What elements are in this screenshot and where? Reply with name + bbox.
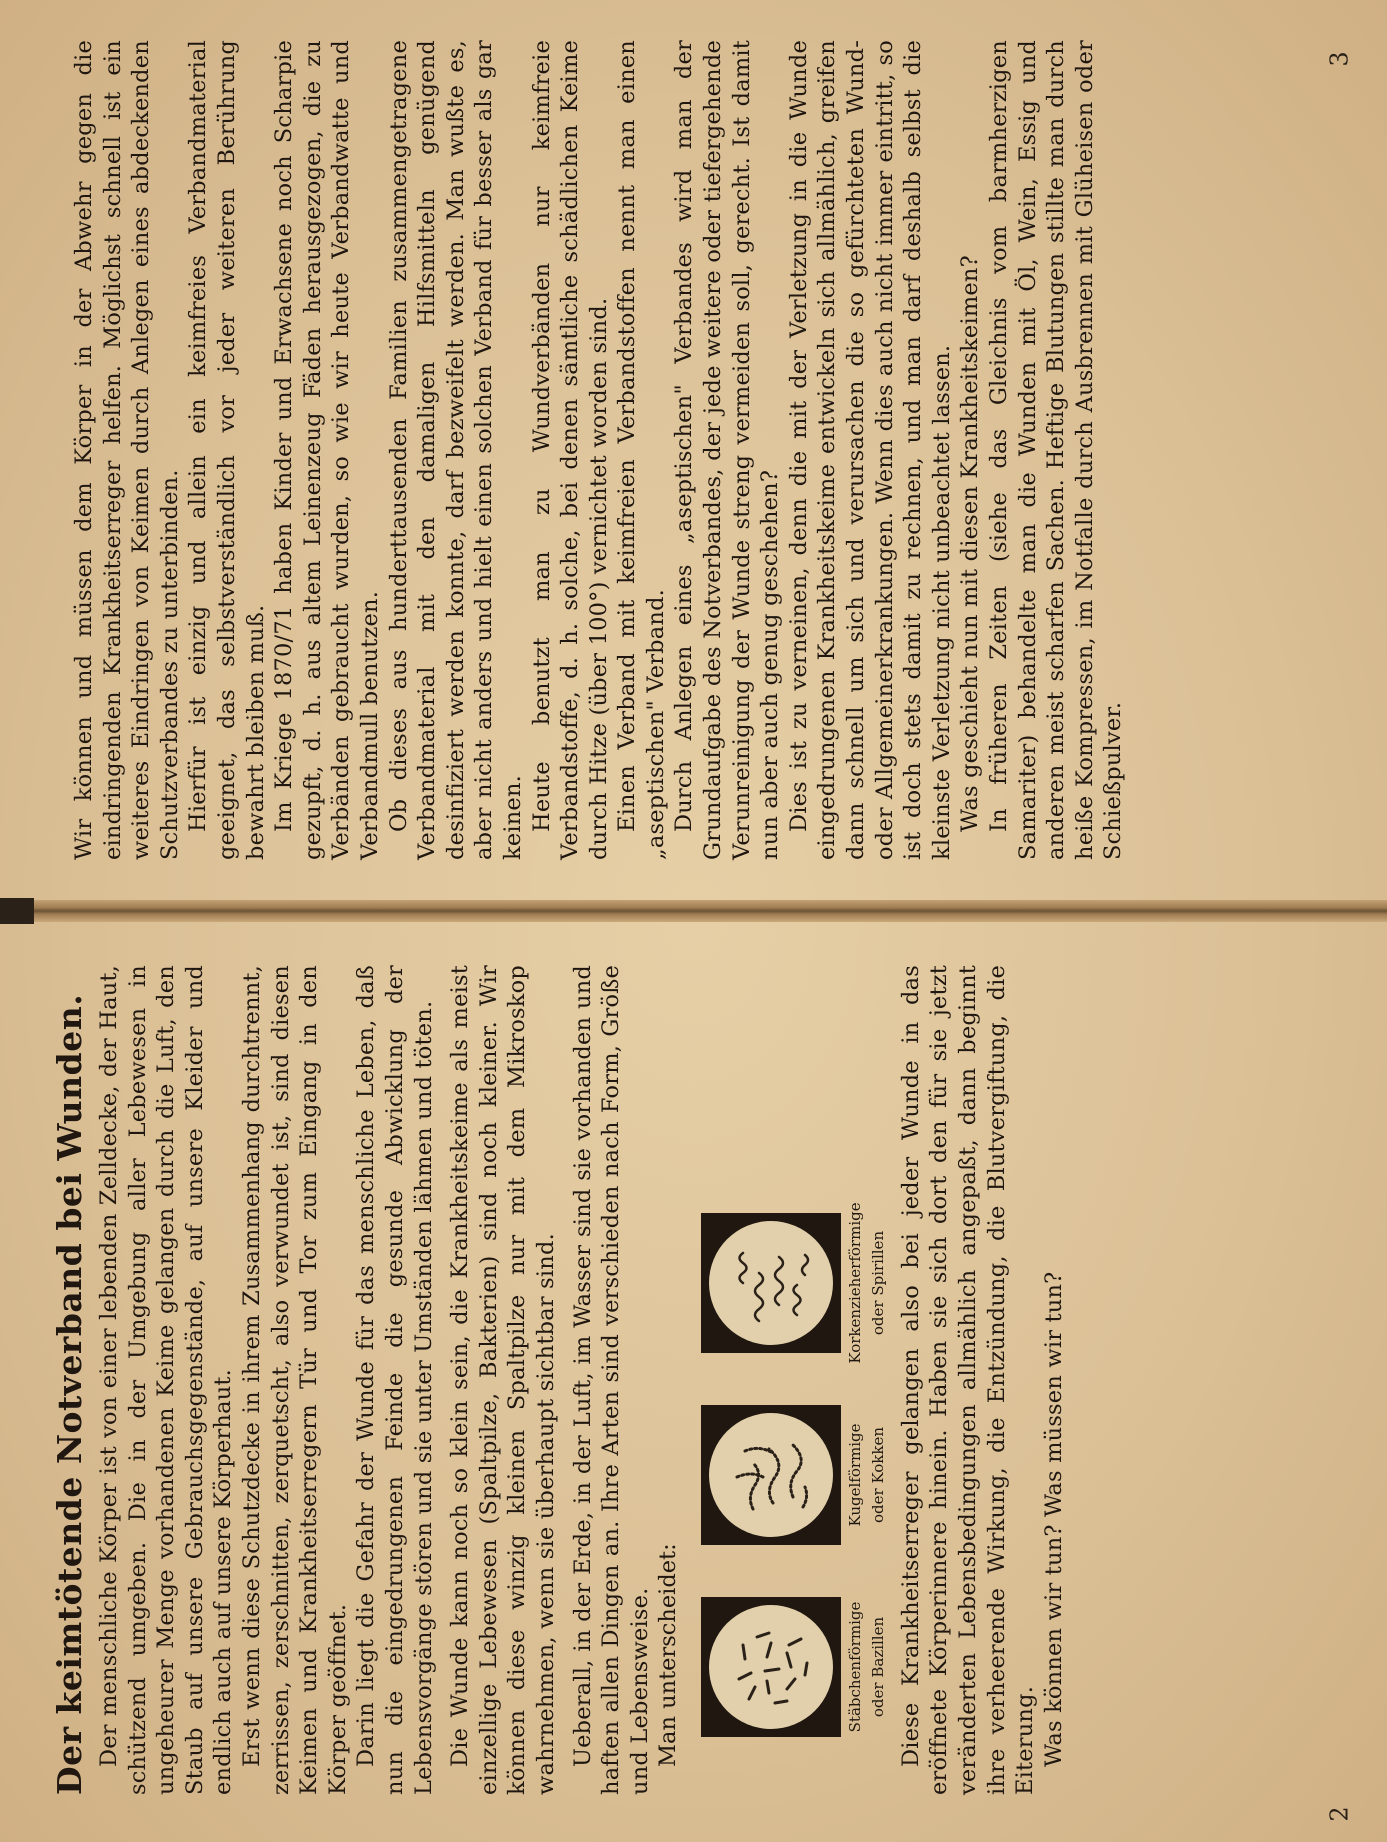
bacilli-illustration xyxy=(709,1605,833,1729)
figure-caption-spirilla-2: oder Spirillen xyxy=(868,1230,887,1336)
page3-paragraph-1: Wir können und müssen dem Körper in der Abwehr gegen die eindringenden Krankheitserreger helfen. Möglichst schnell ist ein weiteres Eindringen von Keimen durch Anlegen eines abdeckenden Schutzverbandes zu unterbinden. xyxy=(71,40,183,860)
page2-paragraph-3: Darin liegt die Gefahr der Wunde für das menschliche Leben, daß nun die eingedrungenen Feinde die gesunde Abwicklung der Lebensvorgänge stören und sie unter Umständen lähmen und töten. xyxy=(353,965,437,1795)
page2-paragraph-6: Diese Krankheitserreger gelangen also bei jeder Wunde in das eröffnete Körperinnere hinein. Haben sie sich dort den für sie jetzt veränderten Lebensbedingungen allmählich angepaßt, dann beginnt ihre verheerende Wirkung, die Entzündung, die Blutvergiftung, die Eiterung. xyxy=(897,965,1039,1795)
page3-paragraph-6: Einen Verband mit keimfreien Verbandstoffen nennt man einen „aseptischen" Verband. xyxy=(614,40,669,860)
figure-caption-bacilli-1: Stäbchenförmige xyxy=(845,1601,864,1733)
page2-paragraph-5: Ueberall, in der Erde, in der Luft, im Wasser sind sie vorhanden und haften allen Dingen an. Ihre Arten sind verschieden nach Form, Größe und Lebensweise. xyxy=(569,965,653,1795)
figure-cocci xyxy=(701,1405,887,1545)
binding-shadow xyxy=(0,898,34,924)
spirilla-illustration xyxy=(709,1221,833,1345)
man-unterscheidet-label: Man unterscheidet: xyxy=(655,1543,682,1767)
figure-spirilla xyxy=(701,1202,887,1364)
page2-paragraph-7: Was können wir tun? Was müssen wir tun? xyxy=(1040,1271,1067,1767)
page3-paragraph-5: Heute benutzt man zu Wundverbänden nur keimfreie Verbandstoffe, d. h. solche, bei denen sämtliche schädlichen Keime durch Hitze (über 100°) vernichtet worden sind. xyxy=(528,40,612,860)
figure-caption-bacilli-2: oder Bazillen xyxy=(868,1616,887,1718)
page3-paragraph-8: Dies ist zu verneinen, denn die mit der Verletzung in die Wunde eingedrungenen Krankheitskeime entwickeln sich allmählich, greifen dann schnell um sich und verursachen die so gefürchteten Wund- oder Allgemeinerkrankungen. Wenn dies auch nicht immer eintritt, so ist doch stets damit zu rechnen, und man darf deshalb selbst die kleinste Verletzung nicht unbeachtet lassen. xyxy=(785,40,955,860)
page-number-2: 2 xyxy=(1325,1806,1354,1822)
cocci-illustration xyxy=(709,1413,833,1537)
page-number-3: 3 xyxy=(1325,51,1354,67)
page3-paragraph-9: Was geschieht nun mit diesen Krankheitskeimen? xyxy=(957,255,984,832)
page3-paragraph-7: Durch Anlegen eines „aseptischen" Verbandes wird man der Grundaufgabe des Notverbandes, der jede weitere oder tiefergehende Verunreinigung der Wunde streng vermeiden soll, gerecht. Ist damit nun aber auch genug geschehen? xyxy=(671,40,784,860)
page-2 xyxy=(50,965,1280,1795)
page3-paragraph-3: Im Kriege 1870/71 haben Kinder und Erwachsene noch Scharpie gezupft, d. h. aus altem Leinenzeug Fäden herausgezogen, die zu Verbänden gebraucht wurden, so wie wir heute Verbandwatte und Verbandmull benutzen. xyxy=(271,40,383,860)
page3-paragraph-2: Hierfür ist einzig und allein ein keimfreies Verbandmaterial geeignet, das selbstverständlich vor jeder weiteren Berührung bewahrt bleiben muß. xyxy=(185,40,269,860)
bacteria-figures xyxy=(701,965,887,1737)
figure-caption-spirilla-1: Korkenzieherförmige xyxy=(845,1202,864,1364)
page3-paragraph-4: Ob dieses aus hunderttausenden Familien zusammengetragene Verbandmaterial mit den damaligen Hilfsmitteln genügend desinfiziert werden konnte, darf bezweifelt werden. Man wußte es, aber nicht anders und hielt einen solchen Verband für besser als gar keinen. xyxy=(385,40,526,860)
page2-paragraph-2: Erst wenn diese Schutzdecke in ihrem Zusammenhang durchtrennt, zerrissen, zerschnitten, zerquetscht, also verwundet ist, sind diesen Keimen und Krankheitserregern Tür und Tor zum Eingang in den Körper geöffnet. xyxy=(238,965,351,1795)
figure-caption-cocci-2: oder Kokken xyxy=(868,1427,887,1523)
page-title: Der keimtötende Notverband bei Wunden. xyxy=(50,993,89,1795)
page2-paragraph-1: Der menschliche Körper ist von einer lebenden Zelldecke, der Haut, schützend umgeben. Die in der Umgebung aller Lebewesen in ungeheurer Menge vorhandenen Keime gelangen durch die Luft, den Staub auf unsere Gebrauchsgegenstände, auf unsere Kleider und endlich auch auf unsere Körperhaut. xyxy=(96,965,237,1795)
page2-paragraph-4: Die Wunde kann noch so klein sein, die Krankheitskeime als meist einzellige Lebewesen (Spaltpilze, Bakterien) sind noch kleiner. Wir können diese winzig kleinen Spaltpilze nur mit dem Mikroskop wahrnehmen, wenn sie überhaupt sichtbar sind. xyxy=(447,965,559,1795)
page-3 xyxy=(70,40,1340,860)
figure-bacilli xyxy=(701,1597,887,1737)
figure-caption-cocci-1: Kugelförmige xyxy=(845,1423,864,1527)
page-fold xyxy=(0,900,1387,922)
page3-paragraph-10: In früheren Zeiten (siehe das Gleichnis vom barmherzigen Samariter) behandelte man die Wunden mit Öl, Wein, Essig und anderen meist scharfen Sachen. Heftige Blutungen stillte man durch heiße Kompressen, im Notfalle durch Ausbrennen mit Glüheisen oder Schießpulver. xyxy=(986,40,1127,860)
